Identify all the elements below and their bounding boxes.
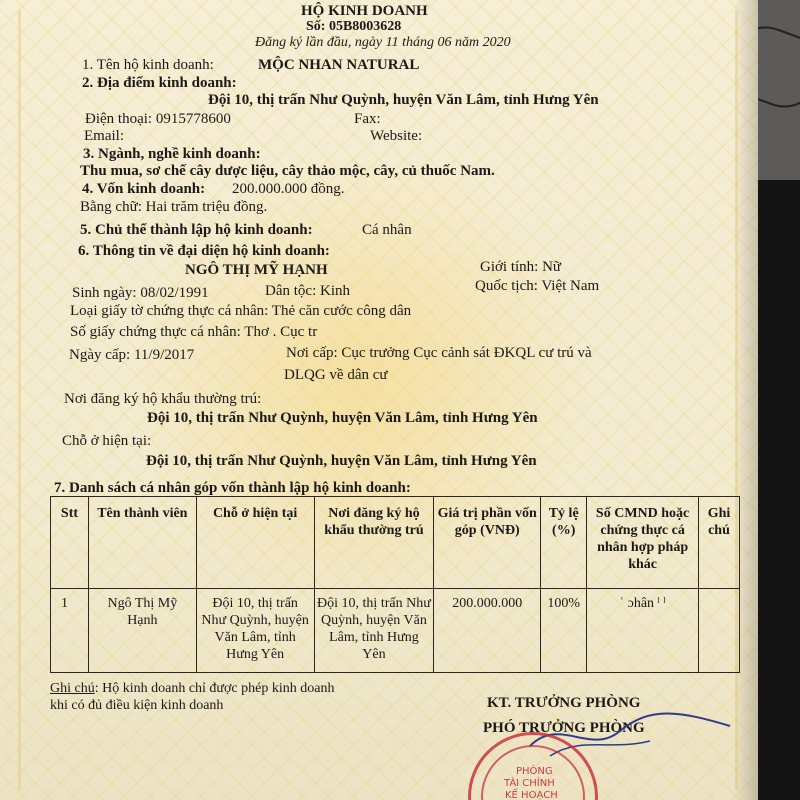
id-number: Số giấy chứng thực cá nhân: Thơ . Cục tr xyxy=(70,324,318,340)
field-7-label: 7. Danh sách cá nhân góp vốn thành lập hộ kinh doanh: xyxy=(54,480,411,496)
note-text: : Hộ kinh doanh chỉ được phép kinh doanh xyxy=(94,681,335,696)
field-2-label: 2. Địa điểm kinh doanh: xyxy=(82,75,237,91)
ethnicity: Dân tộc: Kinh xyxy=(265,283,350,299)
owner-type: Cá nhân xyxy=(362,222,412,238)
business-address: Đội 10, thị trấn Như Quỳnh, huyện Văn Lâm, tỉnh Hưng Yên xyxy=(208,92,599,108)
business-lines: Thu mua, sơ chế cây dược liệu, cây thảo mộc, cây, củ thuốc Nam. xyxy=(80,163,495,179)
note-text-cont: khi có đủ điều kiện kinh doanh xyxy=(50,698,224,713)
field-3-label: 3. Ngành, nghề kinh doanh: xyxy=(83,146,261,162)
doc-title: HỘ KINH DOANH xyxy=(301,3,428,19)
table-header: Chỗ ở hiện tại xyxy=(196,497,314,589)
registration-date: Đăng ký lần đầu, ngày 11 tháng 06 năm 2020 xyxy=(255,35,511,50)
nationality: Quốc tịch: Việt Nam xyxy=(475,278,600,294)
capital-value: 200.000.000 đồng. xyxy=(232,181,345,197)
current-residence-label: Chỗ ở hiện tại: xyxy=(62,433,152,449)
field-4-label: 4. Vốn kinh doanh: xyxy=(82,181,206,197)
signer-title-1: KT. TRƯỞNG PHÒNG xyxy=(487,695,641,711)
issue-place: Nơi cấp: Cục trưởng Cục cảnh sát ĐKQL cư trú và xyxy=(286,345,592,361)
issue-date: Ngày cấp: 11/9/2017 xyxy=(69,347,195,363)
id-type: Loại giấy tờ chứng thực cá nhân: Thẻ căn cước công dân xyxy=(70,303,412,319)
signer-title-2: PHÓ TRƯỞNG PHÒNG xyxy=(483,720,645,736)
table-header: Nơi đăng ký hộ khẩu thường trú xyxy=(314,497,434,589)
note xyxy=(50,680,334,698)
doc-number: Số: 05B8003628 xyxy=(306,19,402,34)
page-shadow xyxy=(734,0,758,800)
contributors-table xyxy=(50,496,740,673)
table-header: Stt xyxy=(51,497,89,589)
business-name: MỘC NHAN NATURAL xyxy=(258,57,420,73)
table-header-row xyxy=(51,497,740,589)
stamp-text-3: KẾ HOẠCH xyxy=(505,790,558,800)
stamp-text-2: TÀI CHÍNH xyxy=(504,778,555,789)
fax: Fax: xyxy=(354,111,381,127)
representative-name: NGÔ THỊ MỸ HẠNH xyxy=(185,262,328,278)
field-6-label: 6. Thông tin về đại diện hộ kinh doanh: xyxy=(78,243,330,259)
table-cell: 100% xyxy=(541,589,587,673)
permanent-residence: Đội 10, thị trấn Như Quỳnh, huyện Văn Lâm, tỉnh Hưng Yên xyxy=(147,410,538,426)
table-row xyxy=(51,589,740,673)
capital-words: Bằng chữ: Hai trăm triệu đồng. xyxy=(80,199,268,215)
current-residence: Đội 10, thị trấn Như Quỳnh, huyện Văn Lâm, tỉnh Hưng Yên xyxy=(146,453,537,469)
table-cell: Đội 10, thị trấn Như Quỳnh, huyện Văn Lâm, tỉnh Hưng Yên xyxy=(314,589,434,673)
note-label: Ghi chú xyxy=(50,681,95,696)
table-cell: 1 xyxy=(51,589,89,673)
field-5-label: 5. Chủ thể thành lập hộ kinh doanh: xyxy=(80,222,313,238)
table-header: Giá trị phần vốn góp (VNĐ) xyxy=(434,497,541,589)
issue-place-cont: DLQG về dân cư xyxy=(284,367,388,383)
website: Website: xyxy=(370,128,423,144)
date-of-birth: Sinh ngày: 08/02/1991 xyxy=(72,285,209,301)
permanent-residence-label: Nơi đăng ký hộ khẩu thường trú: xyxy=(64,391,262,407)
table-cell: Đội 10, thị trấn Như Quỳnh, huyện Văn Lâm, tỉnh Hưng Yên xyxy=(196,589,314,673)
stamp-text-1: PHÒNG xyxy=(516,766,553,777)
table-header: Ghi chú xyxy=(699,497,740,589)
table-cell: 200.000.000 xyxy=(434,589,541,673)
phone: Điện thoại: 0915778600 xyxy=(85,111,231,127)
gender: Giới tính: Nữ xyxy=(480,259,562,275)
table-header: Số CMND hoặc chứng thực cá nhân hợp pháp khác xyxy=(587,497,699,589)
email: Email: xyxy=(84,128,124,144)
table-cell: ʿ ɔhân ˡ ˡ xyxy=(587,589,699,673)
table-cell: Ngô Thị Mỹ Hạnh xyxy=(88,589,196,673)
table-header: Tên thành viên xyxy=(88,497,196,589)
table-header: Tỷ lệ (%) xyxy=(541,497,587,589)
field-1-label: 1. Tên hộ kinh doanh: xyxy=(82,57,214,73)
